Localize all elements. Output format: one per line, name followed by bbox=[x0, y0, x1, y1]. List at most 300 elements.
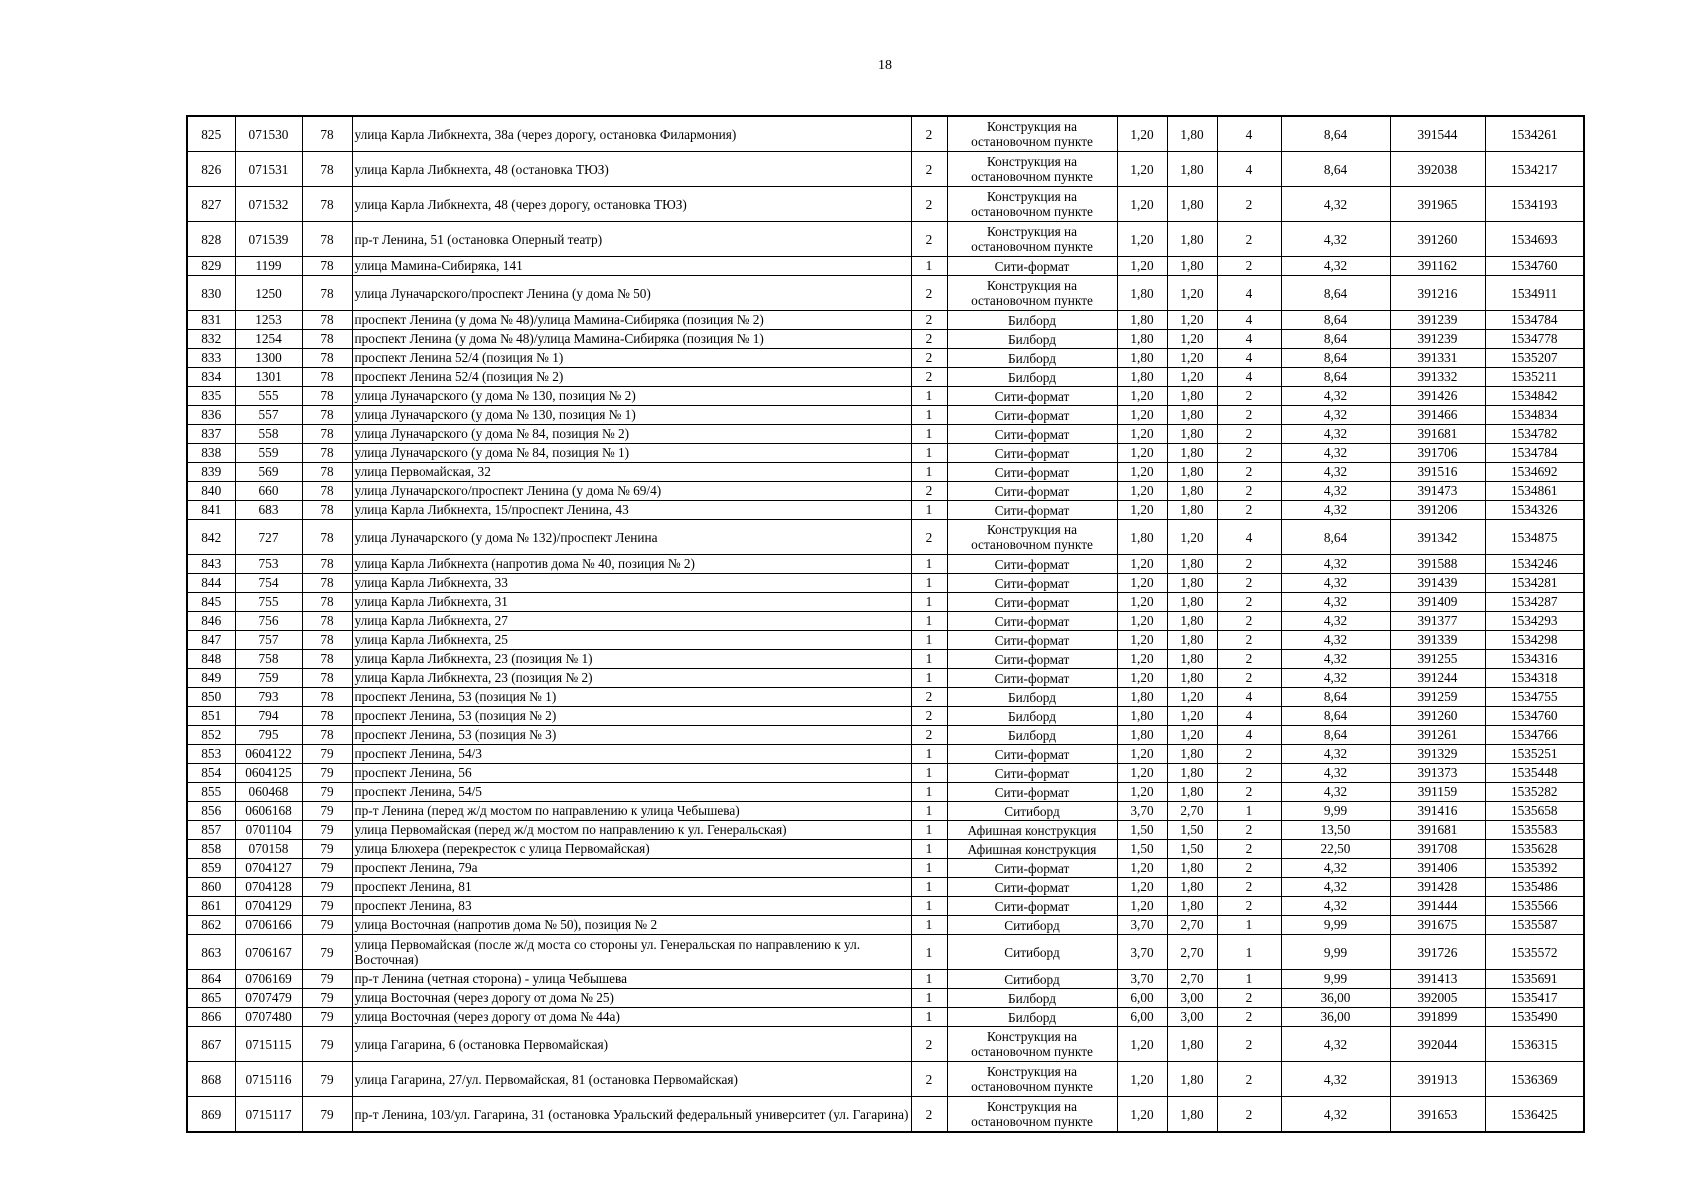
width-cell: 1,20 bbox=[1117, 669, 1167, 688]
structure-id-cell: 1254 bbox=[235, 330, 302, 349]
coord-y-cell: 1535417 bbox=[1485, 989, 1584, 1008]
structure-type-cell: Билборд bbox=[947, 989, 1117, 1008]
structure-type-cell: Сити-формат bbox=[947, 859, 1117, 878]
sides-count-cell: 1 bbox=[911, 574, 947, 593]
coord-y-cell: 1534782 bbox=[1485, 425, 1584, 444]
height-cell: 1,80 bbox=[1167, 425, 1217, 444]
coord-y-cell: 1535392 bbox=[1485, 859, 1584, 878]
coord-y-cell: 1535587 bbox=[1485, 916, 1584, 935]
height-cell: 1,80 bbox=[1167, 1097, 1217, 1133]
sides-count-cell: 2 bbox=[911, 276, 947, 311]
zone-code-cell: 78 bbox=[302, 482, 352, 501]
coord-x-cell: 391373 bbox=[1390, 764, 1485, 783]
row-number-cell: 855 bbox=[187, 783, 235, 802]
row-number-cell: 846 bbox=[187, 612, 235, 631]
zone-code-cell: 78 bbox=[302, 726, 352, 745]
height-cell: 1,80 bbox=[1167, 406, 1217, 425]
width-cell: 1,80 bbox=[1117, 726, 1167, 745]
row-number-cell: 827 bbox=[187, 187, 235, 222]
table-row bbox=[187, 970, 1584, 989]
structure-id-cell: 753 bbox=[235, 555, 302, 574]
table-row bbox=[187, 745, 1584, 764]
address-cell: улица Луначарского (у дома № 130, позиция № 2) bbox=[352, 387, 911, 406]
row-number-cell: 849 bbox=[187, 669, 235, 688]
height-cell: 2,70 bbox=[1167, 916, 1217, 935]
area-cell: 4,32 bbox=[1281, 1097, 1390, 1133]
coord-x-cell: 392005 bbox=[1390, 989, 1485, 1008]
width-cell: 1,20 bbox=[1117, 482, 1167, 501]
structure-id-cell: 1199 bbox=[235, 257, 302, 276]
coord-y-cell: 1534261 bbox=[1485, 116, 1584, 152]
row-number-cell: 833 bbox=[187, 349, 235, 368]
row-number-cell: 836 bbox=[187, 406, 235, 425]
width-cell: 1,20 bbox=[1117, 897, 1167, 916]
area-cell: 13,50 bbox=[1281, 821, 1390, 840]
row-number-cell: 854 bbox=[187, 764, 235, 783]
row-number-cell: 831 bbox=[187, 311, 235, 330]
coord-x-cell: 391331 bbox=[1390, 349, 1485, 368]
zone-code-cell: 78 bbox=[302, 612, 352, 631]
fields-count-cell: 2 bbox=[1217, 650, 1281, 669]
table-row bbox=[187, 555, 1584, 574]
coord-x-cell: 391588 bbox=[1390, 555, 1485, 574]
sides-count-cell: 2 bbox=[911, 222, 947, 257]
width-cell: 6,00 bbox=[1117, 989, 1167, 1008]
fields-count-cell: 4 bbox=[1217, 276, 1281, 311]
zone-code-cell: 79 bbox=[302, 745, 352, 764]
coord-x-cell: 391708 bbox=[1390, 840, 1485, 859]
coord-x-cell: 391426 bbox=[1390, 387, 1485, 406]
address-cell: проспект Ленина, 56 bbox=[352, 764, 911, 783]
zone-code-cell: 78 bbox=[302, 330, 352, 349]
structure-type-cell: Конструкция на остановочном пункте bbox=[947, 152, 1117, 187]
height-cell: 1,80 bbox=[1167, 187, 1217, 222]
sides-count-cell: 1 bbox=[911, 1008, 947, 1027]
coord-x-cell: 391544 bbox=[1390, 116, 1485, 152]
width-cell: 3,70 bbox=[1117, 802, 1167, 821]
area-cell: 4,32 bbox=[1281, 257, 1390, 276]
row-number-cell: 838 bbox=[187, 444, 235, 463]
coord-y-cell: 1534318 bbox=[1485, 669, 1584, 688]
height-cell: 3,00 bbox=[1167, 989, 1217, 1008]
table-row bbox=[187, 612, 1584, 631]
address-cell: улица Карла Либкнехта, 33 bbox=[352, 574, 911, 593]
address-cell: улица Карла Либкнехта, 27 bbox=[352, 612, 911, 631]
table-row bbox=[187, 897, 1584, 916]
sides-count-cell: 2 bbox=[911, 311, 947, 330]
area-cell: 4,32 bbox=[1281, 669, 1390, 688]
address-cell: проспект Ленина, 54/5 bbox=[352, 783, 911, 802]
coord-x-cell: 391413 bbox=[1390, 970, 1485, 989]
advertising-structures-table bbox=[186, 115, 1585, 1133]
height-cell: 1,80 bbox=[1167, 897, 1217, 916]
zone-code-cell: 79 bbox=[302, 935, 352, 970]
coord-x-cell: 391162 bbox=[1390, 257, 1485, 276]
coord-y-cell: 1534217 bbox=[1485, 152, 1584, 187]
row-number-cell: 826 bbox=[187, 152, 235, 187]
area-cell: 4,32 bbox=[1281, 501, 1390, 520]
coord-y-cell: 1534861 bbox=[1485, 482, 1584, 501]
coord-x-cell: 392044 bbox=[1390, 1027, 1485, 1062]
table-row bbox=[187, 802, 1584, 821]
structure-id-cell: 070158 bbox=[235, 840, 302, 859]
height-cell: 2,70 bbox=[1167, 970, 1217, 989]
row-number-cell: 842 bbox=[187, 520, 235, 555]
structure-id-cell: 757 bbox=[235, 631, 302, 650]
height-cell: 1,50 bbox=[1167, 821, 1217, 840]
coord-x-cell: 391159 bbox=[1390, 783, 1485, 802]
coord-x-cell: 391332 bbox=[1390, 368, 1485, 387]
address-cell: улица Карла Либкнехта, 25 bbox=[352, 631, 911, 650]
table-row bbox=[187, 1097, 1584, 1133]
row-number-cell: 852 bbox=[187, 726, 235, 745]
structure-id-cell: 555 bbox=[235, 387, 302, 406]
fields-count-cell: 2 bbox=[1217, 222, 1281, 257]
zone-code-cell: 78 bbox=[302, 406, 352, 425]
area-cell: 9,99 bbox=[1281, 970, 1390, 989]
structure-id-cell: 1250 bbox=[235, 276, 302, 311]
structure-id-cell: 793 bbox=[235, 688, 302, 707]
fields-count-cell: 4 bbox=[1217, 520, 1281, 555]
address-cell: пр-т Ленина (перед ж/д мостом по направлению к улица Чебышева) bbox=[352, 802, 911, 821]
area-cell: 4,32 bbox=[1281, 555, 1390, 574]
address-cell: улица Карла Либкнехта, 48 (через дорогу, остановка ТЮЗ) bbox=[352, 187, 911, 222]
fields-count-cell: 2 bbox=[1217, 745, 1281, 764]
area-cell: 4,32 bbox=[1281, 425, 1390, 444]
address-cell: улица Восточная (через дорогу от дома № 25) bbox=[352, 989, 911, 1008]
area-cell: 9,99 bbox=[1281, 935, 1390, 970]
height-cell: 1,80 bbox=[1167, 555, 1217, 574]
sides-count-cell: 1 bbox=[911, 631, 947, 650]
area-cell: 4,32 bbox=[1281, 387, 1390, 406]
address-cell: улица Карла Либкнехта, 15/проспект Ленина, 43 bbox=[352, 501, 911, 520]
width-cell: 1,20 bbox=[1117, 745, 1167, 764]
coord-y-cell: 1534784 bbox=[1485, 311, 1584, 330]
zone-code-cell: 79 bbox=[302, 897, 352, 916]
structure-type-cell: Конструкция на остановочном пункте bbox=[947, 187, 1117, 222]
fields-count-cell: 2 bbox=[1217, 1008, 1281, 1027]
sides-count-cell: 1 bbox=[911, 935, 947, 970]
fields-count-cell: 2 bbox=[1217, 840, 1281, 859]
address-cell: проспект Ленина, 81 bbox=[352, 878, 911, 897]
coord-x-cell: 391428 bbox=[1390, 878, 1485, 897]
zone-code-cell: 79 bbox=[302, 1097, 352, 1133]
address-cell: улица Луначарского (у дома № 132)/проспект Ленина bbox=[352, 520, 911, 555]
row-number-cell: 829 bbox=[187, 257, 235, 276]
zone-code-cell: 78 bbox=[302, 631, 352, 650]
structure-type-cell: Ситиборд bbox=[947, 802, 1117, 821]
coord-x-cell: 391444 bbox=[1390, 897, 1485, 916]
table-row bbox=[187, 368, 1584, 387]
address-cell: проспект Ленина, 53 (позиция № 3) bbox=[352, 726, 911, 745]
address-cell: улица Карла Либкнехта (напротив дома № 40, позиция № 2) bbox=[352, 555, 911, 574]
address-cell: улица Луначарского/проспект Ленина (у дома № 69/4) bbox=[352, 482, 911, 501]
zone-code-cell: 79 bbox=[302, 821, 352, 840]
width-cell: 3,70 bbox=[1117, 970, 1167, 989]
width-cell: 1,80 bbox=[1117, 707, 1167, 726]
address-cell: улица Карла Либкнехта, 31 bbox=[352, 593, 911, 612]
fields-count-cell: 2 bbox=[1217, 463, 1281, 482]
structure-type-cell: Билборд bbox=[947, 688, 1117, 707]
sides-count-cell: 1 bbox=[911, 989, 947, 1008]
structure-type-cell: Афишная конструкция bbox=[947, 821, 1117, 840]
coord-y-cell: 1534760 bbox=[1485, 257, 1584, 276]
coord-y-cell: 1535566 bbox=[1485, 897, 1584, 916]
table-row bbox=[187, 764, 1584, 783]
coord-x-cell: 391681 bbox=[1390, 821, 1485, 840]
structure-type-cell: Афишная конструкция bbox=[947, 840, 1117, 859]
row-number-cell: 828 bbox=[187, 222, 235, 257]
address-cell: улица Мамина-Сибиряка, 141 bbox=[352, 257, 911, 276]
area-cell: 4,32 bbox=[1281, 1027, 1390, 1062]
sides-count-cell: 1 bbox=[911, 406, 947, 425]
height-cell: 1,20 bbox=[1167, 688, 1217, 707]
zone-code-cell: 79 bbox=[302, 783, 352, 802]
coord-x-cell: 391706 bbox=[1390, 444, 1485, 463]
fields-count-cell: 2 bbox=[1217, 482, 1281, 501]
row-number-cell: 860 bbox=[187, 878, 235, 897]
row-number-cell: 848 bbox=[187, 650, 235, 669]
height-cell: 1,20 bbox=[1167, 330, 1217, 349]
area-cell: 8,64 bbox=[1281, 330, 1390, 349]
row-number-cell: 866 bbox=[187, 1008, 235, 1027]
fields-count-cell: 2 bbox=[1217, 878, 1281, 897]
height-cell: 1,80 bbox=[1167, 257, 1217, 276]
sides-count-cell: 1 bbox=[911, 425, 947, 444]
structure-id-cell: 0715116 bbox=[235, 1062, 302, 1097]
zone-code-cell: 78 bbox=[302, 574, 352, 593]
address-cell: проспект Ленина, 53 (позиция № 1) bbox=[352, 688, 911, 707]
coord-y-cell: 1534766 bbox=[1485, 726, 1584, 745]
sides-count-cell: 1 bbox=[911, 821, 947, 840]
row-number-cell: 862 bbox=[187, 916, 235, 935]
structure-id-cell: 0701104 bbox=[235, 821, 302, 840]
coord-y-cell: 1536369 bbox=[1485, 1062, 1584, 1097]
area-cell: 4,32 bbox=[1281, 764, 1390, 783]
width-cell: 1,20 bbox=[1117, 650, 1167, 669]
height-cell: 1,80 bbox=[1167, 116, 1217, 152]
width-cell: 1,20 bbox=[1117, 1027, 1167, 1062]
structure-id-cell: 794 bbox=[235, 707, 302, 726]
table-row bbox=[187, 631, 1584, 650]
structure-type-cell: Сити-формат bbox=[947, 650, 1117, 669]
coord-y-cell: 1536315 bbox=[1485, 1027, 1584, 1062]
zone-code-cell: 78 bbox=[302, 463, 352, 482]
fields-count-cell: 2 bbox=[1217, 859, 1281, 878]
sides-count-cell: 1 bbox=[911, 555, 947, 574]
zone-code-cell: 78 bbox=[302, 650, 352, 669]
fields-count-cell: 2 bbox=[1217, 669, 1281, 688]
sides-count-cell: 2 bbox=[911, 482, 947, 501]
address-cell: улица Карла Либкнехта, 23 (позиция № 2) bbox=[352, 669, 911, 688]
address-cell: улица Гагарина, 27/ул. Первомайская, 81 (остановка Первомайская) bbox=[352, 1062, 911, 1097]
zone-code-cell: 78 bbox=[302, 520, 352, 555]
sides-count-cell: 2 bbox=[911, 1062, 947, 1097]
coord-x-cell: 391466 bbox=[1390, 406, 1485, 425]
height-cell: 1,50 bbox=[1167, 840, 1217, 859]
coord-y-cell: 1534193 bbox=[1485, 187, 1584, 222]
area-cell: 9,99 bbox=[1281, 802, 1390, 821]
zone-code-cell: 79 bbox=[302, 802, 352, 821]
zone-code-cell: 79 bbox=[302, 916, 352, 935]
area-cell: 4,32 bbox=[1281, 482, 1390, 501]
structure-type-cell: Билборд bbox=[947, 368, 1117, 387]
row-number-cell: 865 bbox=[187, 989, 235, 1008]
area-cell: 4,32 bbox=[1281, 650, 1390, 669]
structure-type-cell: Сити-формат bbox=[947, 764, 1117, 783]
structure-type-cell: Конструкция на остановочном пункте bbox=[947, 520, 1117, 555]
structure-type-cell: Конструкция на остановочном пункте bbox=[947, 1027, 1117, 1062]
sides-count-cell: 1 bbox=[911, 501, 947, 520]
row-number-cell: 856 bbox=[187, 802, 235, 821]
fields-count-cell: 2 bbox=[1217, 1027, 1281, 1062]
zone-code-cell: 78 bbox=[302, 669, 352, 688]
fields-count-cell: 4 bbox=[1217, 330, 1281, 349]
fields-count-cell: 2 bbox=[1217, 501, 1281, 520]
sides-count-cell: 1 bbox=[911, 970, 947, 989]
sides-count-cell: 2 bbox=[911, 688, 947, 707]
table-row bbox=[187, 501, 1584, 520]
coord-y-cell: 1534246 bbox=[1485, 555, 1584, 574]
structure-type-cell: Билборд bbox=[947, 707, 1117, 726]
fields-count-cell: 4 bbox=[1217, 311, 1281, 330]
area-cell: 8,64 bbox=[1281, 276, 1390, 311]
zone-code-cell: 78 bbox=[302, 425, 352, 444]
width-cell: 1,50 bbox=[1117, 821, 1167, 840]
structure-type-cell: Конструкция на остановочном пункте bbox=[947, 116, 1117, 152]
fields-count-cell: 2 bbox=[1217, 612, 1281, 631]
address-cell: улица Первомайская (перед ж/д мостом по направлению к ул. Генеральская) bbox=[352, 821, 911, 840]
height-cell: 1,80 bbox=[1167, 650, 1217, 669]
table-row bbox=[187, 406, 1584, 425]
coord-x-cell: 391239 bbox=[1390, 330, 1485, 349]
width-cell: 1,20 bbox=[1117, 764, 1167, 783]
zone-code-cell: 78 bbox=[302, 349, 352, 368]
zone-code-cell: 79 bbox=[302, 878, 352, 897]
row-number-cell: 858 bbox=[187, 840, 235, 859]
coord-y-cell: 1534842 bbox=[1485, 387, 1584, 406]
table-row bbox=[187, 482, 1584, 501]
table-row bbox=[187, 859, 1584, 878]
row-number-cell: 844 bbox=[187, 574, 235, 593]
sides-count-cell: 1 bbox=[911, 897, 947, 916]
height-cell: 1,80 bbox=[1167, 669, 1217, 688]
area-cell: 4,32 bbox=[1281, 897, 1390, 916]
height-cell: 1,80 bbox=[1167, 152, 1217, 187]
coord-x-cell: 391675 bbox=[1390, 916, 1485, 935]
area-cell: 4,32 bbox=[1281, 859, 1390, 878]
coord-x-cell: 391244 bbox=[1390, 669, 1485, 688]
height-cell: 1,20 bbox=[1167, 349, 1217, 368]
area-cell: 4,32 bbox=[1281, 631, 1390, 650]
table-row bbox=[187, 1027, 1584, 1062]
fields-count-cell: 2 bbox=[1217, 764, 1281, 783]
table-row bbox=[187, 593, 1584, 612]
address-cell: проспект Ленина (у дома № 48)/улица Мамина-Сибиряка (позиция № 1) bbox=[352, 330, 911, 349]
table-row bbox=[187, 257, 1584, 276]
fields-count-cell: 1 bbox=[1217, 916, 1281, 935]
structure-type-cell: Конструкция на остановочном пункте bbox=[947, 1097, 1117, 1133]
height-cell: 1,80 bbox=[1167, 878, 1217, 897]
coord-y-cell: 1535572 bbox=[1485, 935, 1584, 970]
table-row bbox=[187, 187, 1584, 222]
height-cell: 1,80 bbox=[1167, 783, 1217, 802]
structure-id-cell: 754 bbox=[235, 574, 302, 593]
width-cell: 1,20 bbox=[1117, 859, 1167, 878]
fields-count-cell: 2 bbox=[1217, 1062, 1281, 1097]
address-cell: улица Гагарина, 6 (остановка Первомайская) bbox=[352, 1027, 911, 1062]
coord-x-cell: 391409 bbox=[1390, 593, 1485, 612]
coord-x-cell: 391416 bbox=[1390, 802, 1485, 821]
structure-type-cell: Ситиборд bbox=[947, 935, 1117, 970]
page-number: 18 bbox=[878, 58, 892, 73]
table-row bbox=[187, 444, 1584, 463]
structure-id-cell: 0706169 bbox=[235, 970, 302, 989]
row-number-cell: 825 bbox=[187, 116, 235, 152]
width-cell: 1,20 bbox=[1117, 387, 1167, 406]
sides-count-cell: 2 bbox=[911, 368, 947, 387]
structure-type-cell: Сити-формат bbox=[947, 783, 1117, 802]
structure-type-cell: Конструкция на остановочном пункте bbox=[947, 276, 1117, 311]
zone-code-cell: 78 bbox=[302, 276, 352, 311]
sides-count-cell: 1 bbox=[911, 764, 947, 783]
fields-count-cell: 2 bbox=[1217, 783, 1281, 802]
coord-x-cell: 391516 bbox=[1390, 463, 1485, 482]
area-cell: 8,64 bbox=[1281, 368, 1390, 387]
address-cell: проспект Ленина, 83 bbox=[352, 897, 911, 916]
coord-y-cell: 1535282 bbox=[1485, 783, 1584, 802]
address-cell: проспект Ленина 52/4 (позиция № 1) bbox=[352, 349, 911, 368]
coord-y-cell: 1534875 bbox=[1485, 520, 1584, 555]
table-row bbox=[187, 783, 1584, 802]
structure-type-cell: Сити-формат bbox=[947, 501, 1117, 520]
sides-count-cell: 1 bbox=[911, 878, 947, 897]
width-cell: 1,80 bbox=[1117, 311, 1167, 330]
area-cell: 4,32 bbox=[1281, 406, 1390, 425]
fields-count-cell: 2 bbox=[1217, 593, 1281, 612]
fields-count-cell: 1 bbox=[1217, 935, 1281, 970]
area-cell: 8,64 bbox=[1281, 707, 1390, 726]
width-cell: 1,20 bbox=[1117, 116, 1167, 152]
row-number-cell: 837 bbox=[187, 425, 235, 444]
area-cell: 36,00 bbox=[1281, 1008, 1390, 1027]
table-row bbox=[187, 821, 1584, 840]
zone-code-cell: 78 bbox=[302, 387, 352, 406]
address-cell: пр-т Ленина, 103/ул. Гагарина, 31 (остановка Уральский федеральный университет (ул. Гагарина) bbox=[352, 1097, 911, 1133]
structure-id-cell: 071532 bbox=[235, 187, 302, 222]
fields-count-cell: 2 bbox=[1217, 425, 1281, 444]
structure-type-cell: Сити-формат bbox=[947, 878, 1117, 897]
structure-id-cell: 559 bbox=[235, 444, 302, 463]
sides-count-cell: 2 bbox=[911, 349, 947, 368]
structure-type-cell: Сити-формат bbox=[947, 745, 1117, 764]
address-cell: улица Луначарского (у дома № 84, позиция № 1) bbox=[352, 444, 911, 463]
fields-count-cell: 4 bbox=[1217, 726, 1281, 745]
table-row bbox=[187, 840, 1584, 859]
structure-id-cell: 759 bbox=[235, 669, 302, 688]
structure-type-cell: Сити-формат bbox=[947, 555, 1117, 574]
coord-y-cell: 1535486 bbox=[1485, 878, 1584, 897]
sides-count-cell: 2 bbox=[911, 707, 947, 726]
table-row bbox=[187, 688, 1584, 707]
fields-count-cell: 4 bbox=[1217, 116, 1281, 152]
sides-count-cell: 1 bbox=[911, 593, 947, 612]
sides-count-cell: 1 bbox=[911, 840, 947, 859]
width-cell: 1,20 bbox=[1117, 612, 1167, 631]
area-cell: 4,32 bbox=[1281, 463, 1390, 482]
width-cell: 1,20 bbox=[1117, 593, 1167, 612]
area-cell: 4,32 bbox=[1281, 574, 1390, 593]
